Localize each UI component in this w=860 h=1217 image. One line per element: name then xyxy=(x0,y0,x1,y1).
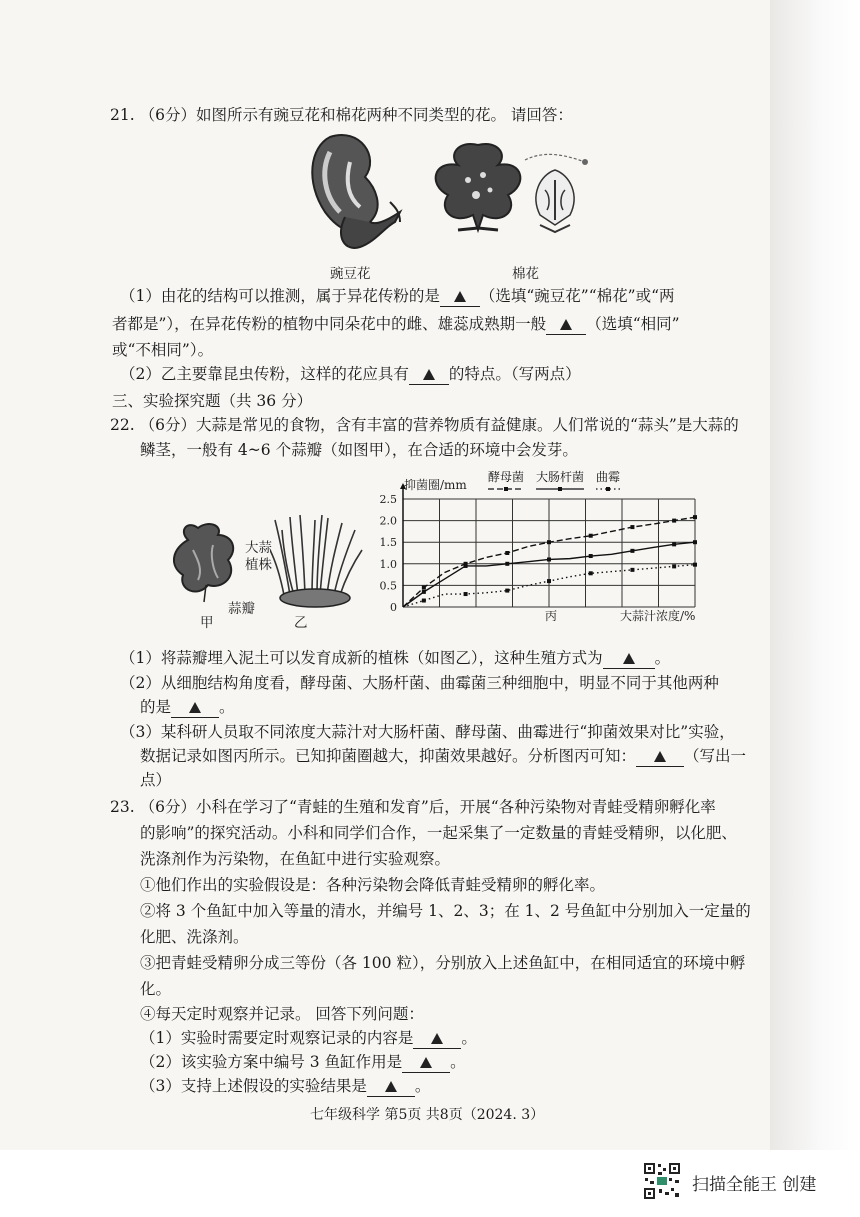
pea-caption: 豌豆花 xyxy=(330,266,371,282)
data-point-大肠杆菌 xyxy=(672,542,676,546)
triangle-icon xyxy=(654,751,666,762)
q21-p1b: （选填“豌豆花”“棉花”或“两 xyxy=(479,287,675,305)
triangle-icon xyxy=(189,702,201,713)
section3-heading: 三、实验探究题（共 36 分） xyxy=(112,392,313,410)
legend-marker xyxy=(504,487,508,491)
answer-blank[interactable] xyxy=(402,1052,450,1073)
q23-p3a: （3）支持上述假设的实验结果是 xyxy=(140,1077,367,1095)
inhibition-chart xyxy=(370,467,710,627)
triangle-icon xyxy=(385,1081,397,1092)
y-tick-label: 2.5 xyxy=(379,493,397,506)
data-point-酵母菌 xyxy=(672,519,676,523)
q23-p3-line xyxy=(140,1076,430,1097)
q23-step2b: 化肥、洗涤剂。 xyxy=(140,928,249,946)
q23-step3a: ③把青蛙受精卵分成三等份（各 100 粒），分别放入上述鱼缸中，在相同适宜的环境中孵 xyxy=(140,954,746,972)
q23-step1: ①他们作出的实验假设是：各种污染物会降低青蛙受精卵的孵化率。 xyxy=(140,876,606,894)
plant-label xyxy=(245,540,272,574)
q21-p1-line1 xyxy=(120,286,675,307)
figure-jia-label: 甲 xyxy=(200,615,214,631)
q21-p1-line2 xyxy=(112,314,680,335)
plant-label-line2: 植株 xyxy=(245,557,272,573)
data-point-大肠杆菌 xyxy=(693,540,697,544)
clove-label: 蒜瓣 xyxy=(228,601,255,617)
q22-p2a: （2）从细胞结构角度看，酵母菌、大肠杆菌、曲霉菌三种细胞中，明显不同于其他两种 xyxy=(120,674,719,692)
legend-label: 大肠杆菌 xyxy=(536,470,585,484)
scan-edge-shadow xyxy=(770,0,860,1150)
figure-yi-label: 乙 xyxy=(294,615,308,631)
data-point-大肠杆菌 xyxy=(630,549,634,553)
y-tick-label: 1.0 xyxy=(379,557,397,571)
triangle-icon xyxy=(560,319,572,330)
garlic-bulb-image xyxy=(168,520,248,605)
q21-p1c: 者都是”），在异花传粉的植物中同朵花中的雌、雄蕊成熟期一般 xyxy=(112,315,547,333)
q21-p2-line xyxy=(120,364,581,385)
legend-marker xyxy=(558,487,562,491)
y-tick-label: 1.5 xyxy=(379,536,397,550)
page-footer: 七年级科学 第5页 共8页（2024. 3） xyxy=(310,1107,545,1123)
qr-code-icon[interactable] xyxy=(643,1162,681,1200)
q23-line1: 23. （6分）小科在学习了“青蛙的生殖和发育”后，开展“各种污染物对青蛙受精卵孵化率 xyxy=(110,798,716,816)
chart-series-layer xyxy=(403,515,697,607)
answer-blank[interactable] xyxy=(603,648,655,669)
q21-p2a: （2）乙主要靠昆虫传粉，这样的花应具有 xyxy=(120,365,409,383)
data-point-曲霉 xyxy=(589,571,593,575)
q22-line2: 鳞茎，一般有 4~6 个蒜瓣（如图甲），在合适的环境中会发芽。 xyxy=(140,441,578,459)
data-point-曲霉 xyxy=(422,599,426,603)
data-point-大肠杆菌 xyxy=(589,554,593,558)
q21-title: 21. （6分）如图所示有豌豆花和棉花两种不同类型的花。 请回答： xyxy=(110,106,573,124)
q23-step2a: ②将 3 个鱼缸中加入等量的清水，并编号 1、2、3；在 1、2 号鱼缸中分别加入一定量的 xyxy=(140,902,751,920)
q23-p3b: 。 xyxy=(414,1077,431,1095)
scanner-watermark: 扫描全能王 创建 xyxy=(692,1175,817,1195)
triangle-icon xyxy=(431,1033,443,1044)
q22-p3c: （写出一 xyxy=(684,747,747,765)
pea-flower-image xyxy=(300,127,410,257)
q23-p2-line xyxy=(140,1052,466,1073)
q22-p1a: （1）将蒜瓣埋入泥土可以发育成新的植株（如图乙），这种生殖方式为 xyxy=(120,649,603,667)
data-point-曲霉 xyxy=(630,568,634,572)
answer-blank[interactable] xyxy=(367,1076,415,1097)
data-point-曲霉 xyxy=(547,579,551,583)
chart-xlabel: 大蒜汁浓度/% xyxy=(620,609,696,623)
q23-p1b: 。 xyxy=(461,1029,477,1047)
q22-p3d: 点） xyxy=(140,771,172,789)
data-point-曲霉 xyxy=(505,589,509,593)
y-tick-label: 2.0 xyxy=(379,514,397,528)
legend-label: 酵母菌 xyxy=(488,470,525,484)
q23-step4: ④每天定时观察并记录。 回答下列问题： xyxy=(140,1005,424,1023)
q22-p1-line xyxy=(120,648,670,669)
q21-p1d: （选填“相同” xyxy=(586,315,680,333)
q22-p2b: 的是 xyxy=(140,698,172,716)
q22-line1: 22. （6分）大蒜是常见的食物，含有丰富的营养物质有益健康。人们常说的“蒜头”是大蒜的 xyxy=(110,416,739,434)
chart-y-ticks xyxy=(380,493,398,614)
q23-p2a: （2）该实验方案中编号 3 鱼缸作用是 xyxy=(140,1053,403,1071)
cotton-flower-image xyxy=(428,140,528,235)
q22-p3-line2 xyxy=(140,746,746,767)
cotton-flower-cutaway-image xyxy=(515,150,595,235)
q21-p1a: （1）由花的结构可以推测，属于异花传粉的是 xyxy=(120,287,440,305)
answer-blank[interactable] xyxy=(440,286,480,307)
answer-blank[interactable] xyxy=(636,746,684,767)
q22-p3b: 数据记录如图丙所示。已知抑菌圈越大，抑菌效果越好。分析图丙可知： xyxy=(140,747,637,765)
data-point-酵母菌 xyxy=(589,534,593,538)
q21-p1e: 或“不相同”）。 xyxy=(112,341,214,359)
data-point-大肠杆菌 xyxy=(422,590,426,594)
data-point-大肠杆菌 xyxy=(547,557,551,561)
legend-label: 曲霉 xyxy=(596,470,621,484)
data-point-酵母菌 xyxy=(547,540,551,544)
data-point-大肠杆菌 xyxy=(505,562,509,566)
q22-p2c: 。 xyxy=(219,698,235,716)
q22-p1b: 。 xyxy=(654,649,671,667)
triangle-icon xyxy=(454,291,466,302)
data-point-曲霉 xyxy=(464,592,468,596)
data-point-酵母菌 xyxy=(505,551,509,555)
garlic-plant-image xyxy=(270,515,365,610)
q22-p2-line2 xyxy=(140,697,235,718)
data-point-酵母菌 xyxy=(693,515,697,519)
chart-grid xyxy=(400,483,695,607)
q23-line3: 洗涤剂作为污染物，在鱼缸中进行实验观察。 xyxy=(140,850,451,868)
answer-blank[interactable] xyxy=(413,1028,461,1049)
triangle-icon xyxy=(423,369,435,380)
chart-legend xyxy=(488,469,620,491)
y-tick-label: 0.5 xyxy=(379,579,397,593)
data-point-酵母菌 xyxy=(422,586,426,590)
y-tick-label: 0 xyxy=(390,601,397,614)
chart-ylabel: 抑菌圈/mm xyxy=(404,478,467,492)
plant-label-line1: 大蒜 xyxy=(245,540,272,556)
q23-line2: 的影响”的探究活动。小科和同学们合作，一起采集了一定数量的青蛙受精卵，以化肥、 xyxy=(140,824,737,842)
data-point-曲霉 xyxy=(693,563,697,567)
q23-p1-line xyxy=(140,1028,477,1049)
answer-blank[interactable] xyxy=(171,697,219,718)
answer-blank[interactable] xyxy=(409,364,449,385)
q23-p2b: 。 xyxy=(450,1053,466,1071)
q23-step3b: 化。 xyxy=(140,980,172,998)
chart-caption: 丙 xyxy=(545,609,558,623)
data-point-大肠杆菌 xyxy=(464,564,468,568)
data-point-曲霉 xyxy=(672,564,676,568)
triangle-icon xyxy=(420,1057,432,1068)
answer-blank[interactable] xyxy=(546,314,586,335)
cotton-caption: 棉花 xyxy=(512,266,539,282)
q23-p1a: （1）实验时需要定时观察记录的内容是 xyxy=(140,1029,414,1047)
legend-marker xyxy=(606,487,610,491)
triangle-icon xyxy=(623,653,635,664)
data-point-酵母菌 xyxy=(630,525,634,529)
q22-p3a: （3）某科研人员取不同浓度大蒜汁对大肠杆菌、酵母菌、曲霉进行“抑菌效果对比”实验， xyxy=(120,723,735,741)
q21-p2b: 的特点。（写两点） xyxy=(448,365,581,383)
